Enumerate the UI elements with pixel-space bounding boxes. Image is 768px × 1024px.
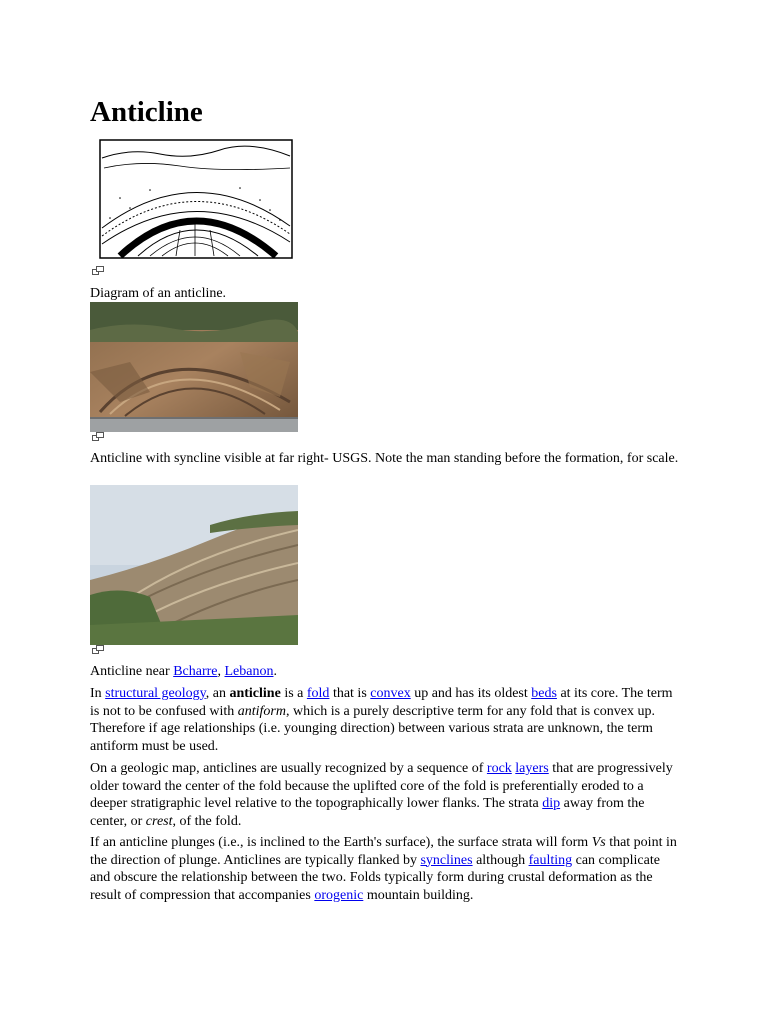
text: , an bbox=[205, 686, 230, 701]
link-faulting[interactable]: faulting bbox=[528, 852, 573, 868]
link-beds[interactable]: beds bbox=[531, 686, 557, 701]
text: that is bbox=[329, 686, 371, 701]
paragraph-plunge bbox=[90, 834, 680, 904]
link-rock[interactable]: rock bbox=[486, 761, 512, 776]
term-crest: crest bbox=[145, 813, 173, 829]
enlarge-icon[interactable] bbox=[92, 432, 104, 441]
anticline-diagram-image[interactable] bbox=[90, 138, 295, 262]
text: that point in the direction of plunge. Anticlines are typically flanked by bbox=[90, 835, 677, 868]
term-anticline: anticline bbox=[229, 686, 281, 701]
text: that are progressively older toward the center of the fold because the uplifted core of the fold is preferentially eroded to a deeper stratigraphic level relative to the topographically lower flanks. The strata bbox=[90, 761, 673, 812]
caption-text: Anticline near bbox=[90, 664, 174, 679]
text: up and has its oldest bbox=[410, 686, 532, 701]
figure-caption: Diagram of an anticline. bbox=[90, 286, 227, 301]
text: In bbox=[90, 686, 106, 701]
text: at its core. The term is not to be confused with bbox=[90, 686, 673, 719]
link-orogenic[interactable]: orogenic bbox=[314, 887, 364, 903]
text: , of the fold. bbox=[172, 813, 242, 829]
link-convex[interactable]: convex bbox=[370, 686, 411, 701]
term-antiform: antiform bbox=[237, 703, 286, 719]
anticline-roadcut-photo[interactable] bbox=[90, 302, 298, 432]
text: On a geologic map, anticlines are usually recognized by a sequence of bbox=[90, 761, 487, 776]
link-structural-geology[interactable]: structural geology bbox=[105, 686, 206, 701]
text: mountain building. bbox=[363, 887, 474, 903]
figure-caption: Anticline with syncline visible at far right- USGS. Note the man standing before the formation, for scale. bbox=[90, 451, 679, 466]
link-lebanon[interactable]: Lebanon bbox=[224, 664, 274, 679]
page-title: Anticline bbox=[90, 96, 203, 128]
link-fold[interactable]: fold bbox=[306, 686, 330, 701]
paragraph-geologic-map bbox=[90, 760, 680, 830]
enlarge-icon[interactable] bbox=[92, 266, 104, 275]
link-synclines[interactable]: synclines bbox=[420, 852, 473, 868]
link-layers[interactable]: layers bbox=[515, 761, 549, 776]
anticline-bcharre-photo[interactable] bbox=[90, 485, 298, 645]
caption-text: . bbox=[273, 664, 277, 679]
link-bcharre[interactable]: Bcharre bbox=[173, 664, 218, 679]
text: is a bbox=[280, 686, 307, 701]
text: although bbox=[472, 852, 529, 868]
text: away from the center, or bbox=[90, 796, 645, 829]
paragraph-definition bbox=[90, 685, 680, 755]
enlarge-icon[interactable] bbox=[92, 645, 104, 654]
text: If an anticline plunges (i.e., is inclined to the Earth's surface), the surface strata will form bbox=[90, 835, 592, 850]
text: , which is a purely descriptive term for any fold that is convex up. Therefore if age relationships (i.e. younging direction) between various strata are unknown, the term antiform must be used. bbox=[90, 703, 655, 754]
term-vs: Vs bbox=[591, 835, 606, 850]
link-dip[interactable]: dip bbox=[542, 796, 561, 812]
text: can complicate and obscure the relationship between the two. Folds typically form during crustal deformation as the result of compression that accompanies bbox=[90, 852, 660, 903]
figure-caption bbox=[90, 663, 680, 681]
caption-text: , bbox=[217, 664, 225, 679]
